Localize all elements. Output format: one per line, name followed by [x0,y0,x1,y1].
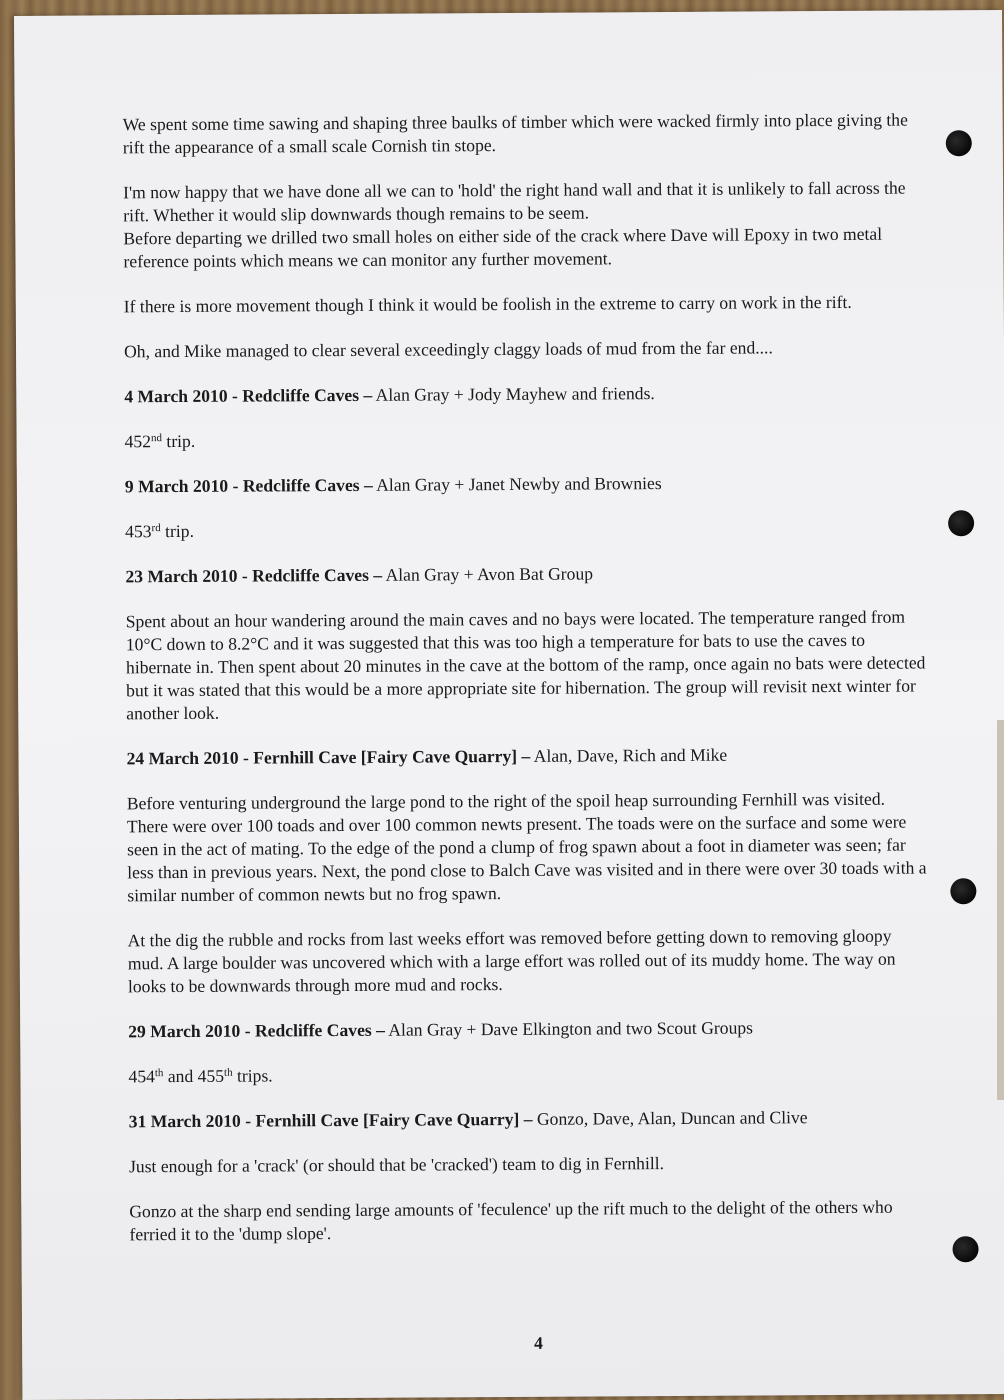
entry-title: 29 March 2010 - Redcliffe Caves – [128,1019,385,1042]
entry-title: 23 March 2010 - Redcliffe Caves – [125,564,383,587]
entry-people: Alan, Dave, Rich and Mike [530,744,728,766]
punch-hole [946,130,972,156]
paragraph: Just enough for a 'crack' (or should that be 'cracked') team to dig in Fernhill. [128,1153,665,1177]
document-page [14,10,1004,1400]
punch-hole [948,510,974,536]
paragraph: Spent about an hour wandering around the main caves and no bays were located. The temperature ranged from 10°C down to 8.2°C and it was suggested that this was too high a temperature for bats to use the caves to hibernate in. Then spent about 20 minutes in the cave at the bottom of the ramp, once again no bats were detected but it was stated that this would be a more appropriate site for hibernation. The group will revisit next winter for another look. [125,606,926,724]
entry-heading [125,470,925,498]
entry-heading [126,742,926,770]
entry-heading [128,1015,928,1043]
paragraph: If there is more movement though I think it would be foolish in the extreme to carry on work in the rift. [123,291,852,317]
entry-people: Alan Gray + Avon Bat Group [382,563,594,585]
document-body [123,108,930,1268]
trip-count: 454th and 455th trips. [128,1065,273,1087]
paragraph: Oh, and Mike managed to clear several exceedingly claggy loads of mud from the far end.... [123,337,773,362]
entry-title: 9 March 2010 - Redcliffe Caves – [124,474,373,497]
entry-people: Alan Gray + Dave Elkington and two Scout Groups [384,1017,754,1040]
paragraph: I'm now happy that we have done all we can to 'hold' the right hand wall and that it is unlikely to fall across the rift. Whether it would slip downwards though remains to be seem. [123,177,906,226]
entry-title: 4 March 2010 - Redcliffe Caves – [124,384,373,407]
entry-people: Gonzo, Dave, Alan, Duncan and Clive [532,1107,808,1129]
paragraph: Before departing we drilled two small holes on either side of the crack where Dave will Epoxy in two metal reference points which means we can monitor any further movement. [123,223,883,272]
paragraph: At the dig the rubble and rocks from last weeks effort was removed before getting down to removing gloopy mud. A large boulder was uncovered which with a large effort was rolled out of its muddy home. The way on looks to be downwards through more mud and rocks. [127,925,896,997]
paragraph: We spent some time sawing and shaping three baulks of timber which were wacked firmly into place giving the rift the appearance of a small scale Cornish tin stope. [122,109,908,158]
punch-hole [950,878,976,904]
entry-heading [124,380,924,408]
entry-title: 31 March 2010 - Fernhill Cave [Fairy Cave Quarry] – [128,1108,533,1132]
entry-title: 24 March 2010 - Fernhill Cave [Fairy Cave Quarry] – [126,745,531,769]
entry-people: Alan Gray + Janet Newby and Brownies [372,473,662,495]
entry-heading [129,1105,929,1133]
paragraph: Before venturing underground the large pond to the right of the spoil heap surrounding Fernhill was visited. There were over 100 toads and over 100 common newts present. The toads were on the surface and some were seen in the act of mating. To the edge of the pond a clump of frog spawn about a foot in diameter was seen; far less than in previous years. Next, the pond close to Balch Cave was visited and in there were over 30 toads with a similar number of common newts but no frog spawn. [126,788,927,906]
punch-hole [952,1236,978,1262]
entry-heading [125,560,925,588]
adjacent-paper-edge [997,720,1004,1100]
page-number: 4 [534,1332,543,1353]
paragraph: Gonzo at the sharp end sending large amounts of 'feculence' up the rift much to the delight of the others who ferried it to the 'dump slope'. [129,1196,893,1245]
trip-count: 453rd trip. [125,520,195,542]
entry-people: Alan Gray + Jody Mayhew and friends. [372,383,655,405]
trip-count: 452nd trip. [124,430,196,452]
